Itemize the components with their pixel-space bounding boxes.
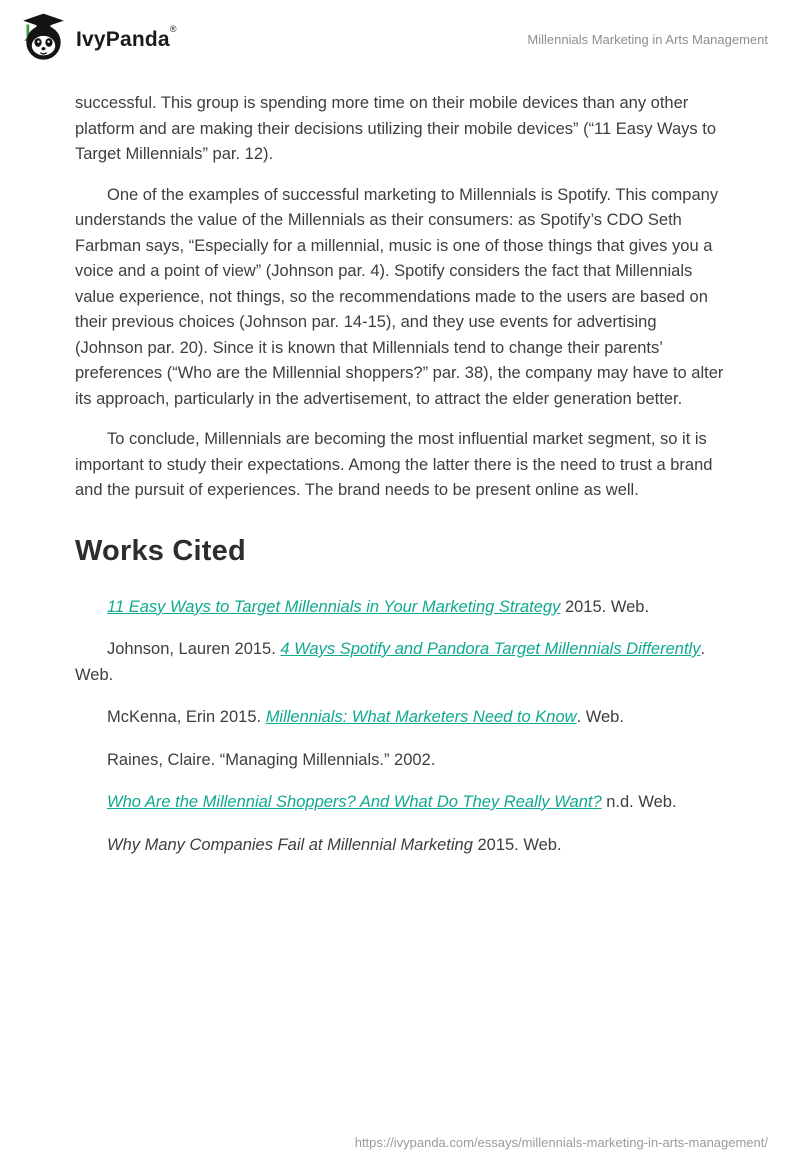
citation-title-italic: Why Many Companies Fail at Millennial Marketing [107,835,473,854]
citation-text: Johnson, Lauren 2015. [107,640,281,658]
citation-link[interactable]: Millennials: What Marketers Need to Know [265,708,577,726]
paragraph: successful. This group is spending more time on their mobile devices than any other platform and are making their decisions utilizing their mobile devices” (“11 Easy Ways to Target Millennials” par. 12). [75,94,717,163]
citation-text: 2015. Web. [472,835,562,854]
works-cited-heading: Works Cited [75,534,246,567]
citation-entry [75,595,725,621]
citation-entry [75,790,725,816]
citation-text: Raines, Claire. “Managing Millennials.” 2002. [107,750,436,769]
citation-entry [75,637,725,688]
registered-mark: ® [169,24,177,35]
citation-text: n.d. Web. [601,793,677,811]
citation-text: . Web. [576,708,624,726]
paragraph: To conclude, Millennials are becoming the most influential market segment, so it is important to study their expectations. Among the latter there is the need to trust a brand and the pursuit of experiences. The brand needs to be present online as well. [75,430,713,499]
citation-entry [75,833,725,859]
citation-entry [75,748,725,774]
citation-text: 2015. Web. [560,597,650,616]
citation-entry [75,705,725,731]
citation-link[interactable]: Who Are the Millennial Shoppers? And What Do They Really Want? [107,793,602,811]
citation-link[interactable]: 4 Ways Spotify and Pandora Target Millennials Differently [280,640,701,658]
paragraph: One of the examples of successful marketing to Millennials is Spotify. This company understands the value of the Millennials as their consumers: as Spotify’s CDO Seth Farbman says, “Especially for a millennial, music is one of those things that gives you a voice and a point of view” (Johnson par. 4). Spotify considers the fact that Millennials value experience, not things, so the recommendations made to the users are based on their previous choices (Johnson par. 14-15), and they use events for advertising (Johnson par. 20). Since it is known that Millennials tend to change their parents’ preferences (“Who are the Millennial shoppers?” par. 38), the company may have to alter its approach, particularly in the advertisement, to attract the elder generation better. [75,185,724,408]
ivypanda-brand-link[interactable] [20,12,176,67]
page-header [0,0,800,77]
document-title: Millennials Marketing in Arts Management [527,32,768,47]
ivypanda-logo-icon [20,12,67,67]
brand-name: IvyPanda [76,27,170,51]
page-footer [355,1134,768,1152]
citation-text: McKenna, Erin 2015. [107,708,266,726]
source-url: https://ivypanda.com/essays/millennials-marketing-in-arts-management/ [354,1135,768,1150]
citation-link[interactable]: 11 Easy Ways to Target Millennials in Your Marketing Strategy [107,597,561,616]
citation-text: . Web. [75,640,706,684]
essay-body [0,77,800,858]
brand-wordmark [76,24,177,52]
